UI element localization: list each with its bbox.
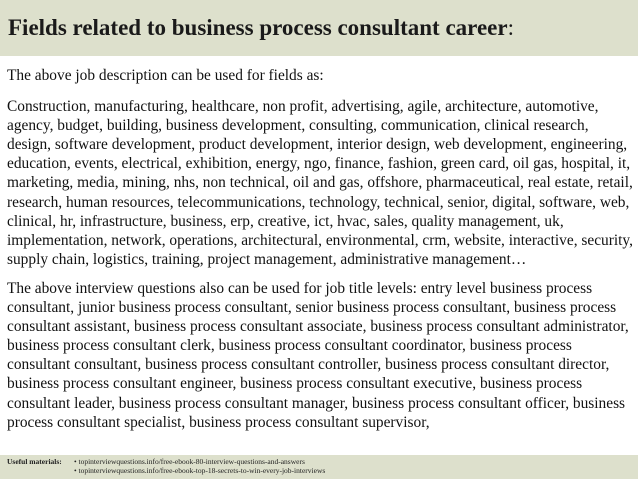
footer-links	[74, 457, 325, 475]
slide-content	[7, 66, 635, 442]
fields-paragraph: Construction, manufacturing, healthcare, non profit, advertising, agile, architecture, automotive, agency, budget, building, business development, consulting, communication, clinical research, design, software development, product development, interior design, web development, engineering, education, events, electrical, exhibition, energy, ngo, finance, fashion, green card, oil gas, hospital, it, marketing, media, mining, nhs, non technical, oil and gas, offshore, pharmaceutical, real estate, retail, research, human resources, telecommunications, technology, technical, senior, digital, software, web, clinical, hr, infrastructure, business, erp, creative, ict, hvac, sales, quality management, uk, implementation, network, operations, architectural, environmental, crm, website, interactive, security, supply chain, logistics, training, project management, administrative management…	[7, 98, 633, 268]
title-text: Fields related to business process consultant career	[8, 15, 508, 40]
footer-link-ebook-80-questions[interactable]: • topinterviewquestions.info/free-ebook-80-interview-questions-and-answers	[74, 457, 305, 466]
page-title	[8, 15, 514, 41]
footer-link-ebook-18-secrets[interactable]: • topinterviewquestions.info/free-ebook-top-18-secrets-to-win-every-job-interviews	[74, 466, 326, 475]
footer-bar	[0, 455, 638, 479]
title-colon: :	[507, 15, 514, 40]
title-bar	[0, 0, 638, 56]
job-levels-paragraph: The above interview questions also can be used for job title levels: entry level business process consultant, junior business process consultant, senior business process consultant, business process consultant assistant, business process consultant associate, business process consultant administrator, business process consultant clerk, business process consultant coordinator, business process consultant consultant, business process consultant controller, business process consultant director, business process consultant engineer, business process consultant executive, business process consultant leader, business process consultant manager, business process consultant officer, business process consultant specialist, business process consultant supervisor,	[7, 279, 629, 431]
intro-text: The above job description can be used for fields as:	[7, 67, 324, 84]
footer-label: Useful materials:	[7, 457, 62, 466]
